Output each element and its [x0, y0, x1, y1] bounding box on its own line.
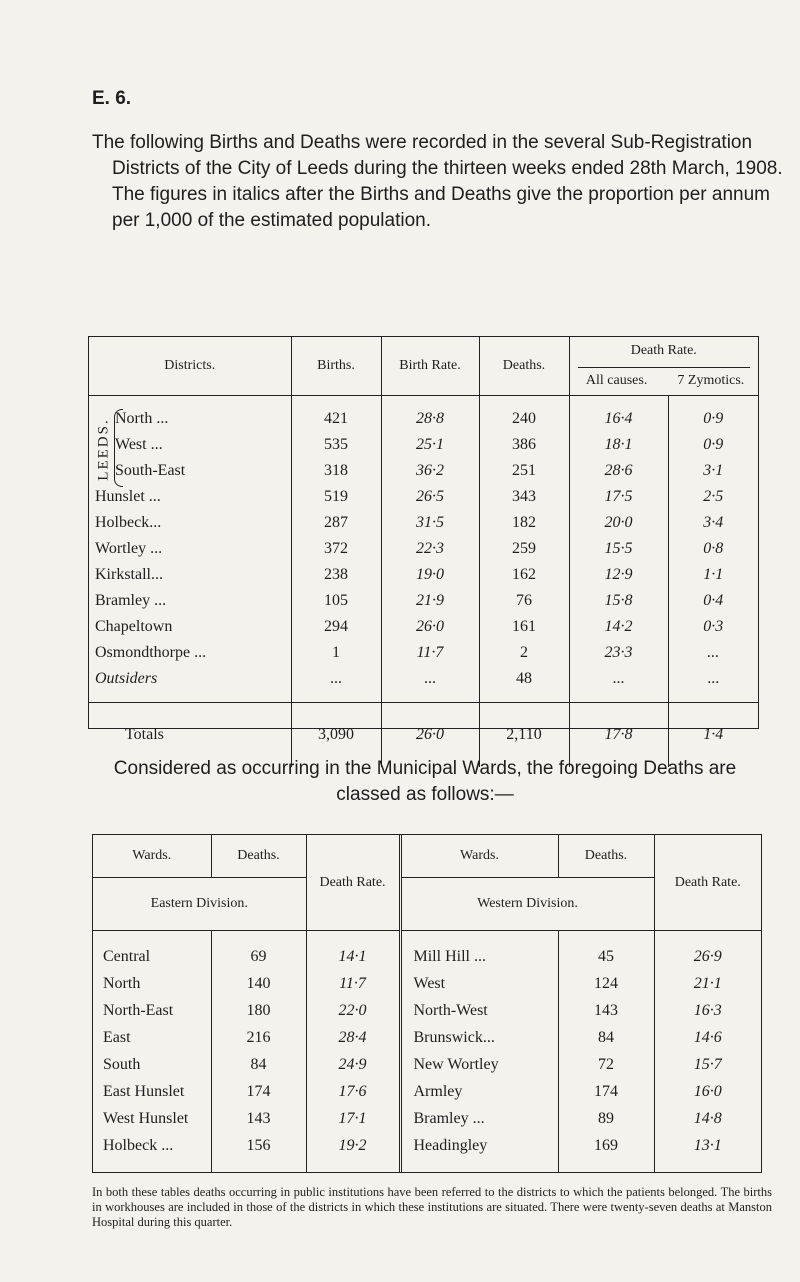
header-death-rate: Death Rate.: [630, 343, 697, 358]
leeds-group-label: LEEDS.: [95, 417, 112, 481]
header-wards-west: Wards.: [400, 835, 558, 878]
wards-table: [92, 834, 762, 1173]
header-death-rate-west: Death Rate.: [654, 835, 761, 931]
header-eastern-division: Eastern Division.: [93, 878, 306, 931]
leeds-brace: [114, 409, 123, 487]
births-deaths-table: [88, 336, 759, 743]
table-row: Wortley ... 372 22·3 259 15·5 0·8: [89, 536, 758, 562]
table-row: North-East 180 22·0 North-West 143 16·3: [93, 997, 761, 1024]
table-row: East Hunslet 174 17·6 Armley 174 16·0: [93, 1078, 761, 1105]
table-row: East 216 28·4 Brunswick... 84 14·6: [93, 1024, 761, 1051]
table-row: Bramley ... 105 21·9 76 15·8 0·4: [89, 588, 758, 614]
totals-row: Totals 3,090 26·0 2,110 17·8 1·4: [89, 703, 758, 768]
header-all-causes: All causes.: [585, 373, 648, 388]
header-deaths-west: Deaths.: [558, 835, 654, 878]
table-row: South-East 318 36·2 251 28·6 3·1: [89, 458, 758, 484]
page-mark: E. 6.: [92, 88, 132, 109]
table-row: Kirkstall... 238 19·0 162 12·9 1·1: [89, 562, 758, 588]
header-deaths: Deaths.: [479, 337, 569, 396]
wards-subtitle: Considered as occurring in the Municipal Wards, the foregoing Deaths are classed as follows:—: [113, 758, 737, 805]
table-row: Chapeltown 294 26·0 161 14·2 0·3: [89, 614, 758, 640]
table-row: South 84 24·9 New Wortley 72 15·7: [93, 1051, 761, 1078]
header-death-rate-group: [569, 337, 758, 396]
table-row: Osmondthorpe ... 1 11·7 2 23·3 ...: [89, 640, 758, 666]
header-births: Births.: [291, 337, 381, 396]
table-row: North ... 421 28·8 240 16·4 0·9: [89, 406, 758, 432]
table-row: Hunslet ... 519 26·5 343 17·5 2·5: [89, 484, 758, 510]
header-birth-rate: Birth Rate.: [381, 337, 479, 396]
table-row: Outsiders ... ... 48 ... ...: [89, 666, 758, 692]
header-districts: Districts.: [89, 337, 291, 396]
table-row: Central 69 14·1 Mill Hill ... 45 26·9: [93, 943, 761, 970]
header-western-division: Western Division.: [400, 878, 654, 931]
header-zymotics: 7 Zymotics.: [677, 373, 745, 388]
header-deaths-east: Deaths.: [211, 835, 306, 878]
footnote: In both these tables deaths occurring in public institutions have been referred to the districts to which the patients belonged. The births in workhouses are included in those of the districts in which these institutions are situated. There were twenty-seven deaths at Manston Hospital during this quarter.: [92, 1185, 772, 1229]
intro-paragraph: The following Births and Deaths were recorded in the several Sub-Registration Districts of the City of Leeds during the thirteen weeks ended 28th March, 1908. The figures in italics after the Births and Deaths give the proportion per annum per 1,000 of the estimated population.: [92, 132, 783, 231]
table-row: North 140 11·7 West 124 21·1: [93, 970, 761, 997]
table-row: Holbeck... 287 31·5 182 20·0 3·4: [89, 510, 758, 536]
table-row: West Hunslet 143 17·1 Bramley ... 89 14·8: [93, 1105, 761, 1132]
header-wards-east: Wards.: [132, 848, 172, 863]
table-row: West ... 535 25·1 386 18·1 0·9: [89, 432, 758, 458]
table-row: Holbeck ... 156 19·2 Headingley 169 13·1: [93, 1132, 761, 1159]
header-death-rate-east: Death Rate.: [306, 835, 400, 931]
